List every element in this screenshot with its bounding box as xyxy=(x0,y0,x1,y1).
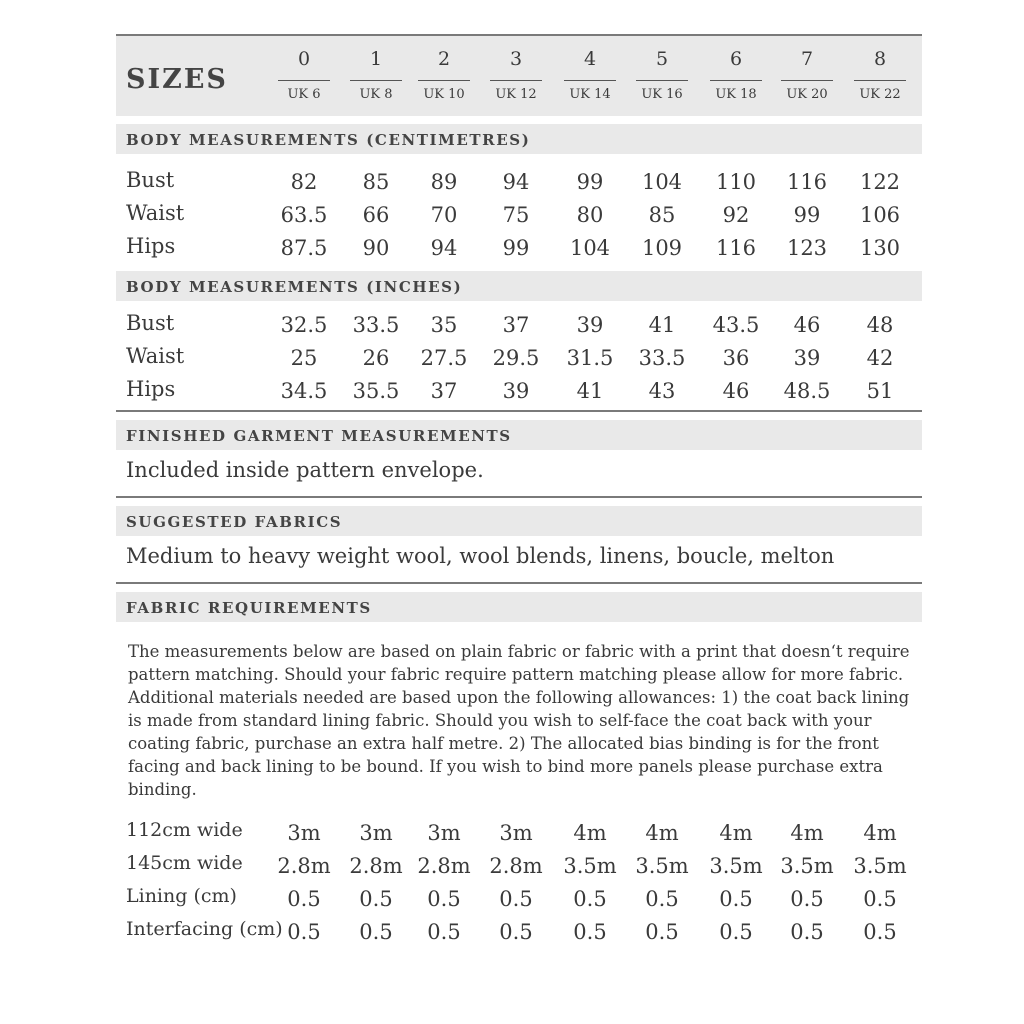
cell-value: 46 xyxy=(722,379,750,403)
cell-value: 122 xyxy=(859,170,901,194)
row-label: Bust xyxy=(126,168,175,192)
requirements-paragraph: The measurements below are based on plain fabric or fabric with a print that doesn‘t require pattern matching. Should your fabric require pattern matching please allow for more fabric. Additional materials needed are based upon the following allowances: 1) the coat back lining is made from standard lining fabric. Should you wish to self-face the coat back with your coating fabric, purchase an extra half metre. 2) The allocated bias binding is for the front facing and back lining to be bound. If you wish to bind more panels please purchase extra binding. xyxy=(128,642,910,799)
cell-value: 123 xyxy=(786,236,828,260)
finished-heading-band xyxy=(116,420,922,450)
table-row xyxy=(116,914,922,947)
cell-value: 27.5 xyxy=(420,346,468,370)
cell-value: 4m xyxy=(863,821,897,845)
size-column xyxy=(348,36,404,102)
cell-value: 3m xyxy=(427,821,461,845)
cell-value: 0.5 xyxy=(499,887,533,911)
table-row xyxy=(116,197,922,230)
cell-value: 63.5 xyxy=(280,203,328,227)
table-row xyxy=(116,340,922,373)
cell-value: 130 xyxy=(859,236,901,260)
cell-value: 0.5 xyxy=(287,887,321,911)
cell-value: 39 xyxy=(502,379,530,403)
cell-value: 43.5 xyxy=(712,313,760,337)
cell-value: 85 xyxy=(362,170,390,194)
row-label: Waist xyxy=(126,344,185,368)
cell-value: 35.5 xyxy=(352,379,400,403)
size-rule xyxy=(350,80,402,81)
sizes-title: SIZES xyxy=(126,64,228,95)
size-number: 8 xyxy=(873,48,887,70)
cell-value: 3.5m xyxy=(853,854,907,878)
size-uk: UK 20 xyxy=(786,87,828,102)
cell-value: 4m xyxy=(573,821,607,845)
cell-value: 48.5 xyxy=(783,379,831,403)
cell-value: 0.5 xyxy=(573,887,607,911)
size-uk: UK 6 xyxy=(287,87,321,102)
sizes-header xyxy=(116,34,922,116)
divider xyxy=(116,582,922,584)
row-label: 145cm wide xyxy=(126,852,243,874)
body-in-heading: BODY MEASUREMENTS (INCHES) xyxy=(126,278,463,296)
cell-value: 0.5 xyxy=(863,887,897,911)
table-row xyxy=(116,815,922,848)
cell-value: 87.5 xyxy=(280,236,328,260)
finished-heading: FINISHED GARMENT MEASUREMENTS xyxy=(126,427,512,445)
finished-text: Included inside pattern envelope. xyxy=(126,458,484,482)
suggested-heading: SUGGESTED FABRICS xyxy=(126,513,343,531)
cell-value: 2.8m xyxy=(277,854,331,878)
cell-value: 0.5 xyxy=(790,887,824,911)
cell-value: 37 xyxy=(502,313,530,337)
cell-value: 3.5m xyxy=(780,854,834,878)
size-uk: UK 10 xyxy=(423,87,465,102)
cell-value: 0.5 xyxy=(359,920,393,944)
size-number: 1 xyxy=(369,48,383,70)
cell-value: 2.8m xyxy=(417,854,471,878)
cell-value: 0.5 xyxy=(573,920,607,944)
cell-value: 32.5 xyxy=(280,313,328,337)
cell-value: 25 xyxy=(290,346,318,370)
size-uk: UK 18 xyxy=(715,87,757,102)
cell-value: 109 xyxy=(641,236,683,260)
cell-value: 33.5 xyxy=(352,313,400,337)
size-rule xyxy=(636,80,688,81)
cell-value: 66 xyxy=(362,203,390,227)
size-number: 5 xyxy=(655,48,669,70)
size-uk: UK 12 xyxy=(495,87,537,102)
cell-value: 0.5 xyxy=(499,920,533,944)
size-column xyxy=(416,36,472,102)
cell-value: 46 xyxy=(793,313,821,337)
row-label: 112cm wide xyxy=(126,819,243,841)
divider xyxy=(116,496,922,498)
size-rule xyxy=(710,80,762,81)
cell-value: 36 xyxy=(722,346,750,370)
row-label: Waist xyxy=(126,201,185,225)
cell-value: 80 xyxy=(576,203,604,227)
table-row xyxy=(116,230,922,263)
cell-value: 104 xyxy=(569,236,611,260)
size-number: 7 xyxy=(800,48,814,70)
cell-value: 3m xyxy=(359,821,393,845)
table-row xyxy=(116,164,922,197)
row-label: Hips xyxy=(126,377,176,401)
cell-value: 42 xyxy=(866,346,894,370)
cell-value: 106 xyxy=(859,203,901,227)
cell-value: 4m xyxy=(645,821,679,845)
requirements-heading-band xyxy=(116,592,922,622)
requirements-heading: FABRIC REQUIREMENTS xyxy=(126,599,372,617)
cell-value: 104 xyxy=(641,170,683,194)
cell-value: 99 xyxy=(502,236,530,260)
cell-value: 39 xyxy=(576,313,604,337)
size-number: 2 xyxy=(437,48,451,70)
table-row xyxy=(116,373,922,406)
size-uk: UK 14 xyxy=(569,87,611,102)
size-number: 6 xyxy=(729,48,743,70)
cell-value: 31.5 xyxy=(566,346,614,370)
cell-value: 51 xyxy=(866,379,894,403)
size-number: 3 xyxy=(509,48,523,70)
cell-value: 0.5 xyxy=(645,920,679,944)
cell-value: 35 xyxy=(430,313,458,337)
size-chart xyxy=(116,34,922,947)
cell-value: 29.5 xyxy=(492,346,540,370)
cell-value: 3.5m xyxy=(635,854,689,878)
row-label: Interfacing (cm) xyxy=(126,918,283,940)
row-label: Lining (cm) xyxy=(126,885,237,907)
cell-value: 90 xyxy=(362,236,390,260)
size-rule xyxy=(278,80,330,81)
cell-value: 41 xyxy=(576,379,604,403)
cell-value: 39 xyxy=(793,346,821,370)
cell-value: 0.5 xyxy=(287,920,321,944)
size-column xyxy=(708,36,764,102)
body-cm-table xyxy=(116,154,922,263)
cell-value: 89 xyxy=(430,170,458,194)
size-uk: UK 22 xyxy=(859,87,901,102)
size-column xyxy=(488,36,544,102)
size-rule xyxy=(490,80,542,81)
size-column xyxy=(276,36,332,102)
size-uk: UK 16 xyxy=(641,87,683,102)
size-column xyxy=(562,36,618,102)
cell-value: 0.5 xyxy=(359,887,393,911)
table-row xyxy=(116,848,922,881)
table-row xyxy=(116,307,922,340)
cell-value: 116 xyxy=(786,170,828,194)
cell-value: 2.8m xyxy=(349,854,403,878)
cell-value: 94 xyxy=(430,236,458,260)
cell-value: 0.5 xyxy=(427,920,461,944)
cell-value: 92 xyxy=(722,203,750,227)
cell-value: 0.5 xyxy=(427,887,461,911)
cell-value: 3m xyxy=(499,821,533,845)
cell-value: 48 xyxy=(866,313,894,337)
body-cm-heading-band xyxy=(116,124,922,154)
body-cm-heading: BODY MEASUREMENTS (CENTIMETRES) xyxy=(126,131,531,149)
cell-value: 4m xyxy=(790,821,824,845)
cell-value: 3m xyxy=(287,821,321,845)
cell-value: 0.5 xyxy=(863,920,897,944)
size-uk: UK 8 xyxy=(359,87,393,102)
cell-value: 37 xyxy=(430,379,458,403)
table-row xyxy=(116,881,922,914)
size-rule xyxy=(418,80,470,81)
cell-value: 3.5m xyxy=(709,854,763,878)
size-rule xyxy=(564,80,616,81)
cell-value: 41 xyxy=(648,313,676,337)
row-label: Bust xyxy=(126,311,175,335)
size-number: 0 xyxy=(297,48,311,70)
cell-value: 2.8m xyxy=(489,854,543,878)
size-number: 4 xyxy=(583,48,597,70)
suggested-text: Medium to heavy weight wool, wool blends, linens, boucle, melton xyxy=(126,544,835,568)
cell-value: 99 xyxy=(793,203,821,227)
cell-value: 33.5 xyxy=(638,346,686,370)
cell-value: 85 xyxy=(648,203,676,227)
cell-value: 0.5 xyxy=(719,887,753,911)
cell-value: 116 xyxy=(715,236,757,260)
suggested-heading-band xyxy=(116,506,922,536)
size-column xyxy=(852,36,908,102)
cell-value: 4m xyxy=(719,821,753,845)
cell-value: 3.5m xyxy=(563,854,617,878)
cell-value: 99 xyxy=(576,170,604,194)
cell-value: 0.5 xyxy=(645,887,679,911)
body-in-heading-band xyxy=(116,271,922,301)
size-column xyxy=(634,36,690,102)
size-rule xyxy=(781,80,833,81)
row-label: Hips xyxy=(126,234,176,258)
cell-value: 0.5 xyxy=(790,920,824,944)
cell-value: 34.5 xyxy=(280,379,328,403)
body-in-table xyxy=(116,301,922,406)
cell-value: 110 xyxy=(715,170,757,194)
cell-value: 70 xyxy=(430,203,458,227)
divider xyxy=(116,410,922,412)
cell-value: 26 xyxy=(362,346,390,370)
cell-value: 0.5 xyxy=(719,920,753,944)
size-rule xyxy=(854,80,906,81)
cell-value: 43 xyxy=(648,379,676,403)
cell-value: 94 xyxy=(502,170,530,194)
fabric-requirements-table xyxy=(116,815,922,947)
cell-value: 75 xyxy=(502,203,530,227)
size-column xyxy=(779,36,835,102)
cell-value: 82 xyxy=(290,170,318,194)
